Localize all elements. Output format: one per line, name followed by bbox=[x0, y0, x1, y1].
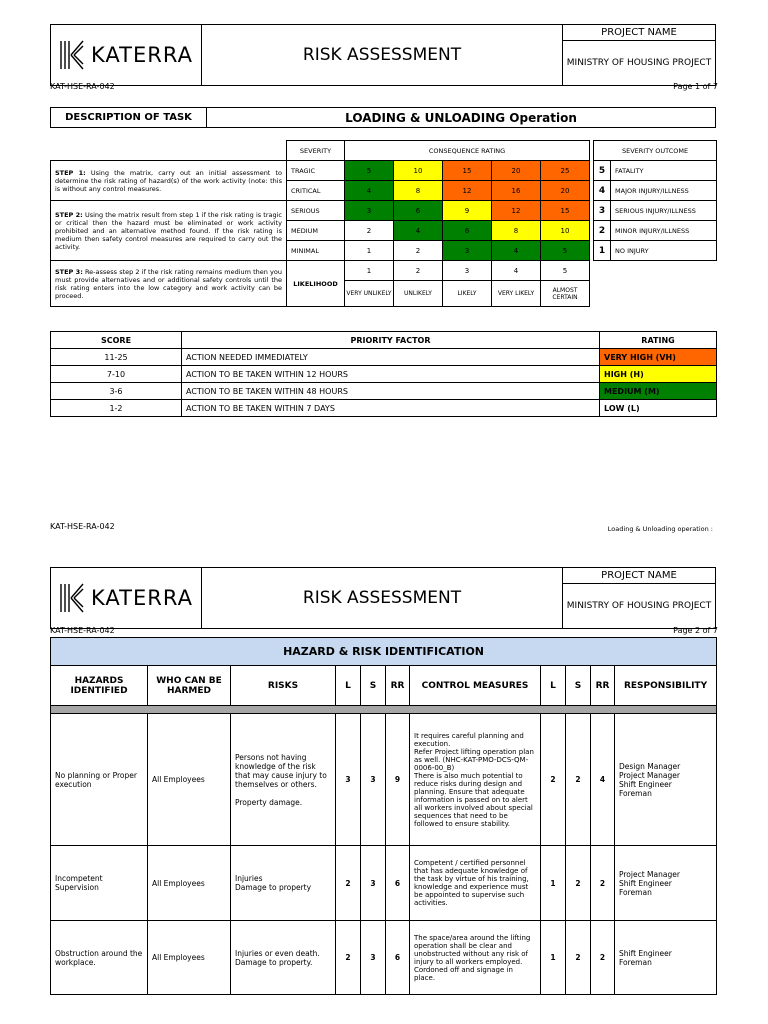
l-cell: 1 bbox=[541, 846, 566, 921]
matrix-cell: 8 bbox=[492, 221, 541, 241]
s-cell: 3 bbox=[361, 846, 386, 921]
col-header: HAZARDS IDENTIFIED bbox=[51, 666, 148, 706]
brand-name: KATERRA bbox=[91, 43, 193, 67]
risks-cell: Persons not having knowledge of the risk that may cause injury to themselves or others. Property damage. bbox=[231, 714, 336, 846]
page2-header bbox=[50, 567, 716, 629]
outcome-label: MAJOR INJURY/ILLNESS bbox=[611, 181, 717, 201]
rating-cell: HIGH (H) bbox=[600, 366, 717, 383]
rr-cell: 2 bbox=[591, 846, 615, 921]
matrix-cell: 16 bbox=[492, 181, 541, 201]
s-cell: 3 bbox=[361, 714, 386, 846]
footer-operation: Loading & Unloading operation : bbox=[607, 525, 713, 533]
likelihood-name: VERY LIKELY bbox=[492, 281, 541, 307]
matrix-cell: 6 bbox=[394, 201, 443, 221]
project-name-value: MINISTRY OF HOUSING PROJECT bbox=[562, 40, 716, 86]
outcome-header: SEVERITY OUTCOME bbox=[594, 141, 717, 161]
company-logo bbox=[50, 567, 202, 629]
matrix-cell: 3 bbox=[443, 241, 492, 261]
outcome-number: 5 bbox=[594, 161, 611, 181]
score-header: SCORE bbox=[51, 332, 182, 349]
score-cell: 7-10 bbox=[51, 366, 182, 383]
task-value: LOADING & UNLOADING Operation bbox=[207, 108, 716, 128]
who-cell: All Employees bbox=[148, 714, 231, 846]
consequence-header: CONSEQUENCE RATING bbox=[345, 141, 590, 161]
outcome-number: 4 bbox=[594, 181, 611, 201]
responsibility-cell: Shift Engineer Foreman bbox=[615, 921, 717, 995]
matrix-cell: 1 bbox=[345, 241, 394, 261]
col-header: WHO CAN BE HARMED bbox=[148, 666, 231, 706]
col-header: RR bbox=[591, 666, 615, 706]
who-cell: All Employees bbox=[148, 846, 231, 921]
document-title: RISK ASSESSMENT bbox=[201, 567, 563, 629]
katerra-logo-icon bbox=[59, 38, 85, 72]
responsibility-cell: Project Manager Shift Engineer Foreman bbox=[615, 846, 717, 921]
matrix-cell: 9 bbox=[443, 201, 492, 221]
col-header: RESPONSIBILITY bbox=[615, 666, 717, 706]
likelihood-name: UNLIKELY bbox=[394, 281, 443, 307]
score-cell: 3-6 bbox=[51, 383, 182, 400]
likelihood-name: LIKELY bbox=[443, 281, 492, 307]
l-cell: 1 bbox=[541, 921, 566, 995]
matrix-cell: 2 bbox=[345, 221, 394, 241]
outcome-number: 1 bbox=[594, 241, 611, 261]
likelihood-name: VERY UNLIKELY bbox=[345, 281, 394, 307]
page-number: Page 2 of 7 bbox=[673, 626, 718, 635]
step3-body: Re-assess step 2 if the risk rating remains medium then you must provide alternatives and or additional safety controls until the risk rating enters into the low category and work activity can be proceed. bbox=[55, 267, 282, 300]
severity-medium: MEDIUM bbox=[287, 221, 345, 241]
rr-cell: 6 bbox=[386, 921, 410, 995]
matrix-cell: 8 bbox=[394, 181, 443, 201]
matrix-cell: 5 bbox=[345, 161, 394, 181]
outcome-label: NO INJURY bbox=[611, 241, 717, 261]
hazard-cell: No planning or Proper execution bbox=[51, 714, 148, 846]
control-cell: The space/area around the lifting operation shall be clear and unobstructed without any risk of injury to all workers employed. Cordoned off and signage in place. bbox=[410, 921, 541, 995]
l-cell: 2 bbox=[541, 714, 566, 846]
step1-text bbox=[51, 161, 287, 201]
l-cell: 2 bbox=[336, 921, 361, 995]
col-header: S bbox=[361, 666, 386, 706]
matrix-cell: 10 bbox=[541, 221, 590, 241]
col-header: L bbox=[541, 666, 566, 706]
col-header: CONTROL MEASURES bbox=[410, 666, 541, 706]
rr-cell: 2 bbox=[591, 921, 615, 995]
factor-cell: ACTION TO BE TAKEN WITHIN 7 DAYS bbox=[182, 400, 600, 417]
doc-code: KAT-HSE-RA-042 bbox=[50, 626, 115, 635]
rating-cell: LOW (L) bbox=[600, 400, 717, 417]
s-cell: 3 bbox=[361, 921, 386, 995]
s-cell: 2 bbox=[566, 846, 591, 921]
likelihood-label: LIKELIHOOD bbox=[287, 261, 345, 307]
rr-cell: 6 bbox=[386, 846, 410, 921]
factor-cell: ACTION NEEDED IMMEDIATELY bbox=[182, 349, 600, 366]
col-header: RISKS bbox=[231, 666, 336, 706]
severity-minimal: MINIMAL bbox=[287, 241, 345, 261]
who-cell: All Employees bbox=[148, 921, 231, 995]
project-name-label: PROJECT NAME bbox=[562, 567, 716, 584]
responsibility-cell: Design Manager Project Manager Shift Engineer Foreman bbox=[615, 714, 717, 846]
matrix-cell: 2 bbox=[394, 241, 443, 261]
hazard-cell: Incompetent Supervision bbox=[51, 846, 148, 921]
matrix-cell: 3 bbox=[345, 201, 394, 221]
score-cell: 1-2 bbox=[51, 400, 182, 417]
step2-title: STEP 2: bbox=[55, 210, 83, 219]
severity-critical: CRITICAL bbox=[287, 181, 345, 201]
katerra-logo-icon bbox=[59, 581, 85, 615]
rr-cell: 4 bbox=[591, 714, 615, 846]
severity-header: SEVERITY bbox=[287, 141, 345, 161]
step1-body: Using the matrix, carry out an initial assessment to determine the risk rating of hazard(s) of the work activity (note: this is without any control measures. bbox=[55, 168, 282, 193]
s-cell: 2 bbox=[566, 921, 591, 995]
score-cell: 11-25 bbox=[51, 349, 182, 366]
l-cell: 2 bbox=[336, 846, 361, 921]
document-title: RISK ASSESSMENT bbox=[201, 24, 563, 86]
l-cell: 3 bbox=[336, 714, 361, 846]
control-cell: Competent / certified personnel that has adequate knowledge of the task by virtue of his training, knowledge and experience must be appointed to supervise such activities. bbox=[410, 846, 541, 921]
col-header: S bbox=[566, 666, 591, 706]
outcome-number: 2 bbox=[594, 221, 611, 241]
rating-cell: MEDIUM (M) bbox=[600, 383, 717, 400]
matrix-cell: 15 bbox=[541, 201, 590, 221]
step3-title: STEP 3: bbox=[55, 267, 83, 276]
matrix-cell: 10 bbox=[394, 161, 443, 181]
brand-name: KATERRA bbox=[91, 586, 193, 610]
risks-cell: Injuries or even death. Damage to property. bbox=[231, 921, 336, 995]
risks-cell: Injuries Damage to property bbox=[231, 846, 336, 921]
step2-body: Using the matrix result from step 1 if the risk rating is tragic or critical then the hazard must be eliminated or work activity prohibited and an alternative method found. If the risk rating is medium then safety control measures are required to carry out the activity. bbox=[55, 210, 282, 251]
step3-text bbox=[51, 261, 287, 307]
control-cell: It requires careful planning and execution. Refer Project lifting operation plan as well. (NHC-KAT-PMO-DCS-QM-0006-00_B) There is also much potential to reduce risks during design and planning. Ensure that adequate information is passed on to alert all workers involved about special sequences that need to be followed to ensure stability. bbox=[410, 714, 541, 846]
footer-doc-code: KAT-HSE-RA-042 bbox=[50, 522, 115, 531]
company-logo bbox=[50, 24, 202, 86]
priority-factor-header: PRIORITY FACTOR bbox=[182, 332, 600, 349]
severity-serious: SERIOUS bbox=[287, 201, 345, 221]
matrix-cell: 4 bbox=[345, 181, 394, 201]
rr-cell: 9 bbox=[386, 714, 410, 846]
matrix-cell: 20 bbox=[541, 181, 590, 201]
col-header: RR bbox=[386, 666, 410, 706]
matrix-cell: 12 bbox=[492, 201, 541, 221]
matrix-cell: 12 bbox=[443, 181, 492, 201]
matrix-cell: 5 bbox=[541, 241, 590, 261]
outcome-label: MINOR INJURY/ILLNESS bbox=[611, 221, 717, 241]
outcome-label: SERIOUS INJURY/ILLNESS bbox=[611, 201, 717, 221]
likelihood-name: ALMOST CERTAIN bbox=[541, 281, 590, 307]
project-name-label: PROJECT NAME bbox=[562, 24, 716, 41]
outcome-number: 3 bbox=[594, 201, 611, 221]
task-description-table bbox=[50, 107, 716, 128]
project-name-value: MINISTRY OF HOUSING PROJECT bbox=[562, 583, 716, 629]
step1-title: STEP 1: bbox=[55, 168, 86, 177]
doc-code: KAT-HSE-RA-042 bbox=[50, 82, 115, 91]
matrix-cell: 4 bbox=[492, 241, 541, 261]
factor-cell: ACTION TO BE TAKEN WITHIN 48 HOURS bbox=[182, 383, 600, 400]
likelihood-number: 5 bbox=[541, 261, 590, 281]
col-header: L bbox=[336, 666, 361, 706]
severity-tragic: TRAGIC bbox=[287, 161, 345, 181]
step2-text bbox=[51, 201, 287, 261]
matrix-cell: 4 bbox=[394, 221, 443, 241]
hazard-cell: Obstruction around the workplace. bbox=[51, 921, 148, 995]
matrix-cell: 6 bbox=[443, 221, 492, 241]
rating-cell: VERY HIGH (VH) bbox=[600, 349, 717, 366]
matrix-cell: 25 bbox=[541, 161, 590, 181]
matrix-cell: 20 bbox=[492, 161, 541, 181]
likelihood-number: 1 bbox=[345, 261, 394, 281]
rating-header: RATING bbox=[600, 332, 717, 349]
likelihood-number: 2 bbox=[394, 261, 443, 281]
hazard-title: HAZARD & RISK IDENTIFICATION bbox=[51, 638, 717, 666]
page-number: Page 1 of 7 bbox=[673, 82, 718, 91]
priority-table bbox=[50, 331, 717, 417]
hazard-risk-table bbox=[50, 637, 717, 995]
separator-bar bbox=[51, 706, 717, 714]
likelihood-number: 4 bbox=[492, 261, 541, 281]
likelihood-number: 3 bbox=[443, 261, 492, 281]
outcome-label: FATALITY bbox=[611, 161, 717, 181]
s-cell: 2 bbox=[566, 714, 591, 846]
risk-matrix bbox=[50, 140, 717, 307]
matrix-cell: 15 bbox=[443, 161, 492, 181]
task-label: DESCRIPTION OF TASK bbox=[51, 108, 207, 128]
page1-header bbox=[50, 24, 716, 86]
factor-cell: ACTION TO BE TAKEN WITHIN 12 HOURS bbox=[182, 366, 600, 383]
